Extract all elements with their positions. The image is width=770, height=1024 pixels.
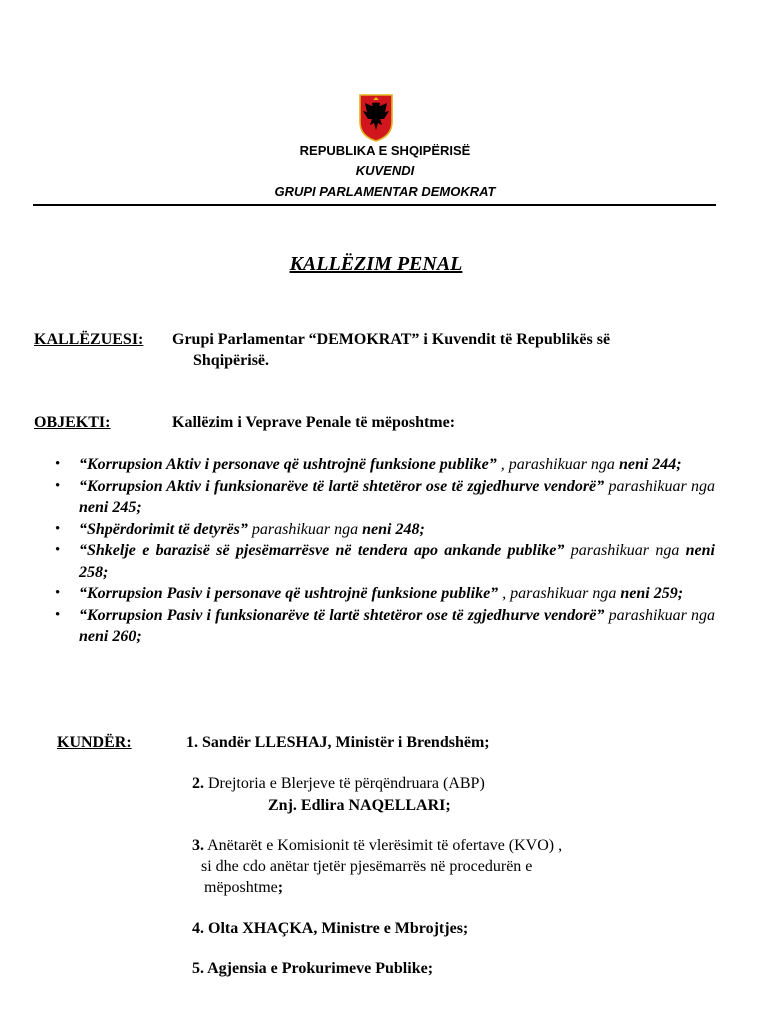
crimes-list xyxy=(79,454,715,648)
list-item xyxy=(79,454,715,476)
header-divider xyxy=(33,204,716,206)
crime-ref: parashikuar nga xyxy=(564,542,686,559)
against-item-5: 5. Agjensia e Prokurimeve Publike; xyxy=(192,960,434,977)
crime-name: “Shpërdorimit të detyrës” xyxy=(79,520,248,538)
crime-ref: , parashikuar nga xyxy=(498,585,621,602)
object-label: OBJEKTI: xyxy=(34,414,111,431)
object-text: Kallëzim i Veprave Penale të mëposhtme: xyxy=(172,414,456,431)
crime-article: neni 248; xyxy=(362,520,425,538)
document-title: KALLËZIM PENAL xyxy=(289,253,463,275)
list-item xyxy=(79,476,715,519)
against-item-4: 4. Olta XHAÇKA, Ministre e Mbrojtjes; xyxy=(192,920,469,937)
against-item-3 xyxy=(192,837,562,855)
complainant-line-2: Shqipërisë. xyxy=(193,352,270,369)
crime-name: “Korrupsion Aktiv i funksionarëve të lartë shtetëror ose të zgjedhurve vendorë” xyxy=(79,477,605,495)
against-item-2 xyxy=(192,775,485,793)
against-item-3-line-3-text: mëposhtme xyxy=(204,879,278,896)
complainant-line-1: Grupi Parlamentar “DEMOKRAT” i Kuvendit të Republikës së xyxy=(172,331,611,348)
against-label: KUNDËR: xyxy=(57,734,132,751)
against-item-2-text: Drejtoria e Blerjeve të përqëndruara (ABP) xyxy=(204,775,485,792)
crime-ref: , parashikuar nga xyxy=(496,456,619,473)
crime-article: neni 258; xyxy=(79,542,715,581)
crime-name: “Shkelje e barazisë së pjesëmarrësve në tendera apo ankande publike” xyxy=(79,542,565,559)
against-item-3-end: ; xyxy=(277,879,284,896)
list-item xyxy=(79,605,715,648)
crime-ref: parashikuar nga xyxy=(604,477,715,495)
albanian-emblem-icon xyxy=(358,92,394,142)
against-item-2-person: Znj. Edlira NAQELLARI; xyxy=(268,797,451,814)
crime-article: neni 259; xyxy=(620,585,684,602)
header-assembly: KUVENDI xyxy=(355,163,415,178)
crime-ref: parashikuar nga xyxy=(604,606,715,624)
against-item-2-number: 2. xyxy=(192,775,204,792)
against-item-1: 1. Sandër LLESHAJ, Ministër i Brendshëm; xyxy=(186,734,490,751)
header-group: GRUPI PARLAMENTAR DEMOKRAT xyxy=(274,184,496,199)
against-item-3-number: 3. xyxy=(192,837,204,854)
against-item-3-line-2: si dhe cdo anëtar tjetër pjesëmarrës në procedurën e xyxy=(201,858,533,875)
against-item-3-line-3 xyxy=(204,879,283,897)
crime-ref: parashikuar nga xyxy=(247,520,363,538)
crime-name: “Korrupsion Aktiv i personave që ushtrojnë funksione publike” xyxy=(79,456,497,473)
header-republic: REPUBLIKA E SHQIPËRISË xyxy=(299,143,471,158)
complainant-label: KALLËZUESI: xyxy=(34,331,144,348)
against-item-3-line-1: Anëtarët e Komisionit të vlerësimit të ofertave (KVO) , xyxy=(204,837,563,854)
crime-name: “Korrupsion Pasiv i personave që ushtrojnë funksione publike” xyxy=(79,585,499,602)
crime-article: neni 245; xyxy=(79,499,142,516)
crime-article: neni 244; xyxy=(618,456,682,473)
crime-name: “Korrupsion Pasiv i funksionarëve të lartë shtetëror ose të zgjedhurve vendorë” xyxy=(79,606,605,624)
list-item xyxy=(79,583,715,605)
crime-article: neni 260; xyxy=(79,628,142,645)
list-item xyxy=(79,519,715,541)
list-item xyxy=(79,540,715,583)
